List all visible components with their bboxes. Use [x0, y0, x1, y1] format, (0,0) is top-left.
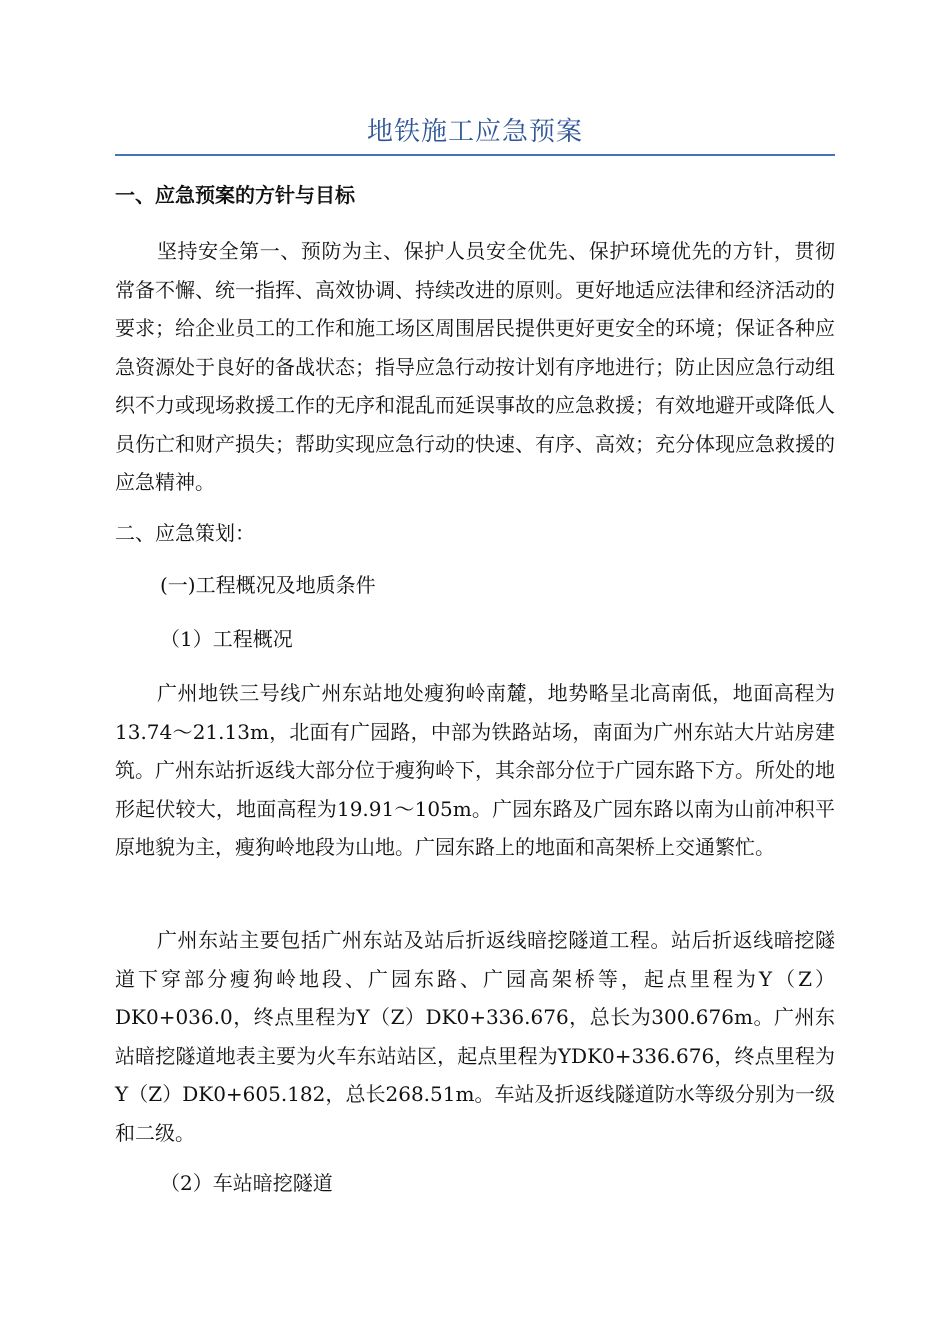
item-1-paragraph-2: 广州东站主要包括广州东站及站后折返线暗挖隧道工程。站后折返线暗挖隧道下穿部分瘦狗岭地段、广园东路、广园高架桥等，起点里程为Y（Z）DK0+036.0，终点里程为Y（Z）DK0+336.676，总长为300.676m。广州东站暗挖隧道地表主要为火车东站站区，起点里程为YDK0+336.676，终点里程为Y（Z）DK0+605.182，总长268.51m。车站及折返线隧道防水等级分别为一级和二级。: [115, 928, 835, 1145]
title-underline: [115, 154, 835, 156]
section-1-paragraph: 坚持安全第一、预防为主、保护人员安全优先、保护环境优先的方针，贯彻常备不懈、统一指挥、高效协调、持续改进的原则。更好地适应法律和经济活动的要求；给企业员工的工作和施工场区周围居民提供更好更安全的环境；保证各种应急资源处于良好的备战状态；指导应急行动按计划有序地进行；防止因应急行动组织不力或现场救援工作的无序和混乱而延误事故的应急救援；有效地避开或降低人员伤亡和财产损失；帮助实现应急行动的快速、有序、高效；充分体现应急救援的应急精神。: [115, 239, 835, 494]
section-1-heading: 一、应急预案的方针与目标: [115, 183, 355, 207]
item-1-heading: （1）工程概况: [160, 627, 293, 651]
item-1-paragraph-1: 广州地铁三号线广州东站地处瘦狗岭南麓，地势略呈北高南低，地面高程为13.74～21.13m，北面有广园路，中部为铁路站场，南面为广州东站大片站房建筑。广州东站折返线大部分位于瘦狗岭下，其余部分位于广园东路下方。所处的地形起伏较大，地面高程为19.91～105m。广园东路及广园东路以南为山前冲积平原地貌为主，瘦狗岭地段为山地。广园东路上的地面和高架桥上交通繁忙。: [115, 681, 835, 859]
document-title: 地铁施工应急预案: [366, 117, 583, 147]
subsection-1-heading: (一)工程概况及地质条件: [160, 573, 376, 597]
item-2-heading: （2）车站暗挖隧道: [160, 1171, 333, 1195]
section-2-heading: 二、应急策划：: [115, 521, 255, 545]
